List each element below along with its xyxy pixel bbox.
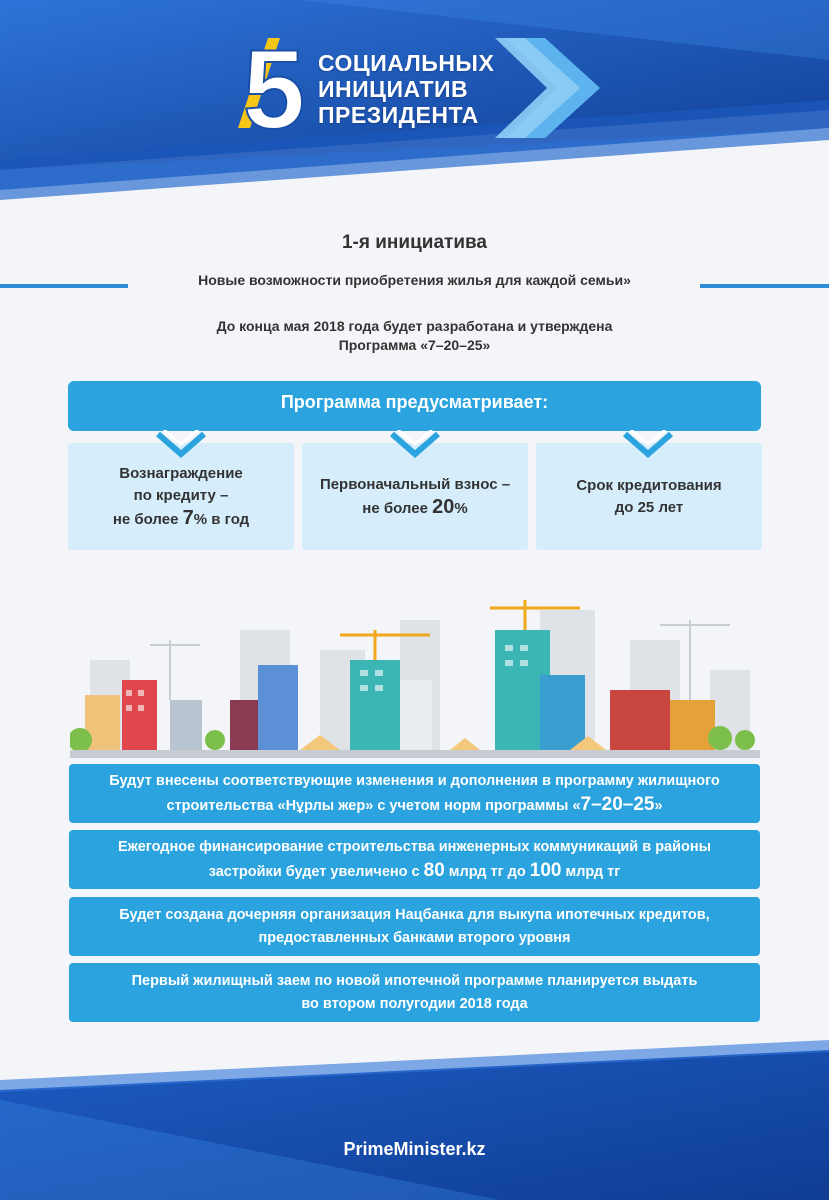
card-1-prefix: не более xyxy=(112,510,183,528)
bar-4-line-2: во втором полугодии 2018 года xyxy=(301,995,528,1012)
logo-line-2: ИНИЦИАТИВ xyxy=(318,76,469,102)
divider-right xyxy=(700,284,829,288)
initiative-subtitle: Новые возможности приобретения жилья для каждой семьи» xyxy=(198,272,631,288)
logo-line-1: СОЦИАЛЬНЫХ xyxy=(318,50,495,76)
card-2-prefix: не более xyxy=(362,499,433,517)
logo-number-text: 5 xyxy=(242,28,306,138)
program-title: Программа предусматривает: xyxy=(280,392,549,412)
chevron-down-icon xyxy=(621,430,675,460)
logo-text xyxy=(318,50,494,128)
bar-2-suffix: млрд тг xyxy=(561,863,621,880)
bar-2-text: застройки будет увеличено с xyxy=(208,863,424,880)
bar-3-line-2: предоставленных банками второго уровня xyxy=(258,929,571,946)
bar-1-text: строительства «Нұрлы жер» с учетом норм программы « xyxy=(166,797,581,814)
logo-number-five xyxy=(228,28,320,138)
intro-line-1: До конца мая 2018 года будет разработана и утверждена xyxy=(216,318,613,334)
footer-background xyxy=(0,1020,829,1200)
bar-1-program: 7–20–25 xyxy=(580,793,655,815)
initiative-title: 1-я инициатива xyxy=(341,232,487,253)
card-2-line-2 xyxy=(320,496,510,520)
card-3-line-2: до 25 лет xyxy=(614,498,684,516)
divider-left xyxy=(0,284,128,288)
info-bar-financing xyxy=(69,830,760,889)
logo-line-3: ПРЕЗИДЕНТА xyxy=(318,102,479,128)
card-3-line-1: Срок кредитования xyxy=(576,476,722,494)
card-2-suffix: % xyxy=(454,499,468,517)
card-2-value: 20 xyxy=(432,495,455,518)
chevron-down-icon xyxy=(154,430,208,460)
info-bar-first-loan xyxy=(69,963,760,1022)
bar-2-value-to: 100 xyxy=(529,859,562,881)
logo-arrow-icon xyxy=(495,38,610,138)
card-1-line-3 xyxy=(113,507,249,531)
info-bar-nurly-zher xyxy=(69,764,760,823)
bar-2-mid: млрд тг до xyxy=(444,863,530,880)
card-1-value: 7 xyxy=(182,506,194,529)
card-1-line-2: по кредиту – xyxy=(133,486,229,504)
intro-line-2: Программа «7–20–25» xyxy=(338,337,491,353)
bar-1-line-2 xyxy=(109,793,720,818)
info-bar-nationalbank xyxy=(69,897,760,956)
initiative-intro xyxy=(140,317,689,355)
bar-3-line-1: Будет создана дочерняя организация Нацбанка для выкупа ипотечных кредитов, xyxy=(119,906,710,923)
city-construction-illustration xyxy=(70,590,760,758)
bar-2-line-2 xyxy=(118,859,711,884)
bar-1-line-1: Будут внесены соответствующие изменения и дополнения в программу жилищного xyxy=(109,772,720,789)
bar-4-line-1: Первый жилищный заем по новой ипотечной программе планируется выдать xyxy=(131,972,698,989)
bar-2-value-from: 80 xyxy=(423,859,445,881)
bar-2-line-1: Ежегодное финансирование строительства инженерных коммуникаций в районы xyxy=(117,838,712,855)
card-2-line-1: Первоначальный взнос – xyxy=(319,475,511,493)
footer-site-link[interactable]: PrimeMinister.kz xyxy=(343,1139,486,1159)
card-1-suffix: % в год xyxy=(193,510,250,528)
bar-1-suffix: » xyxy=(654,797,663,814)
chevron-down-icon xyxy=(388,430,442,460)
card-1-line-1: Вознаграждение xyxy=(119,464,243,482)
